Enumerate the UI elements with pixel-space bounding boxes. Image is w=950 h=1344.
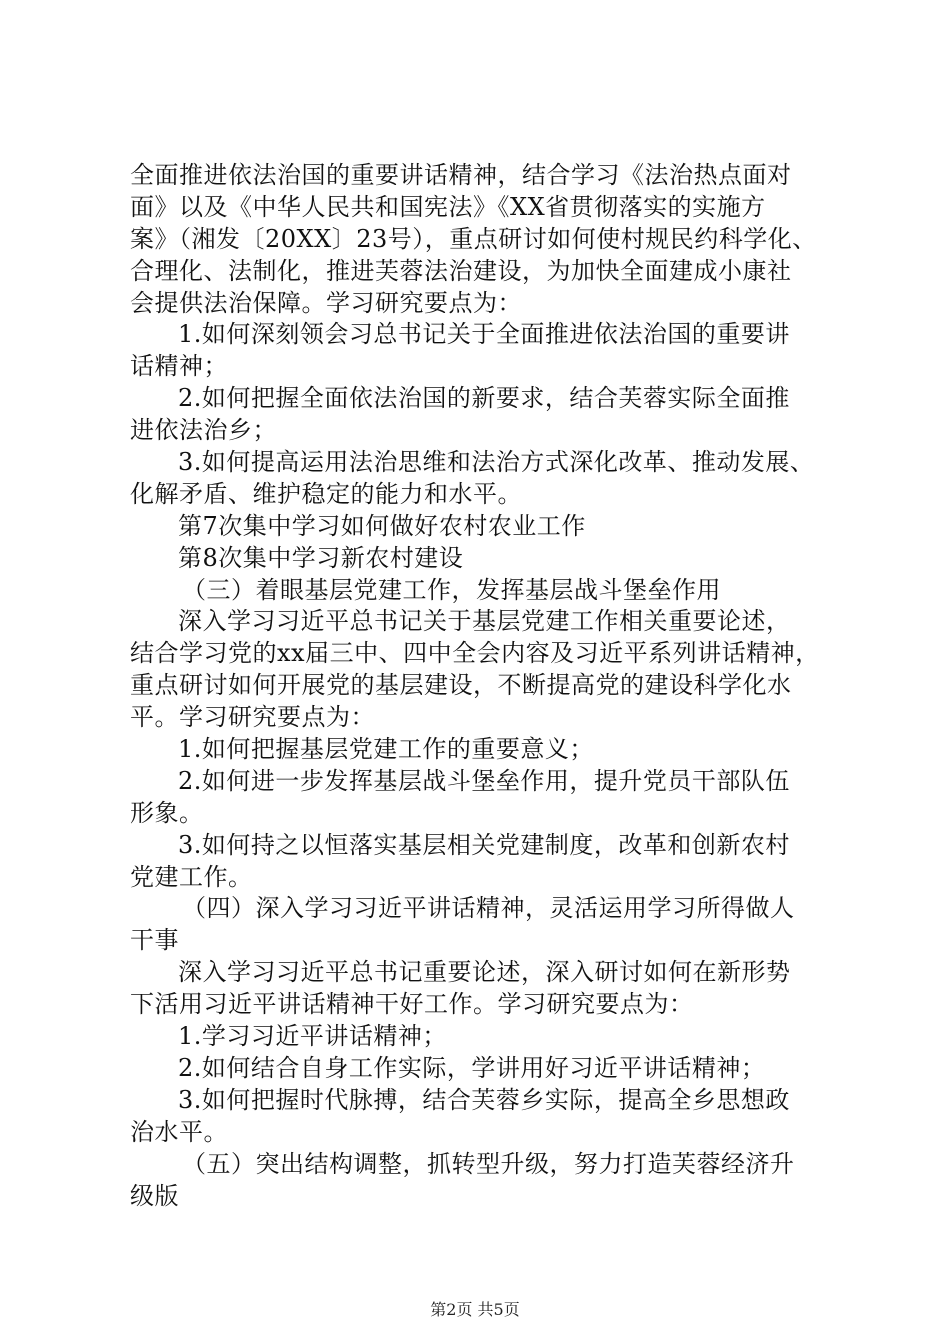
list-item-line: 1.如何把握基层党建工作的重要意义； bbox=[178, 735, 594, 764]
session-line: 第8次集中学习新农村建设 bbox=[178, 543, 464, 572]
section-heading: 级版 bbox=[130, 1181, 179, 1210]
section-heading: （五）突出结构调整，抓转型升级，努力打造芙蓉经济升 bbox=[182, 1149, 795, 1178]
list-item-line: 2.如何进一步发挥基层战斗堡垒作用，提升党员干部队伍 bbox=[178, 766, 790, 795]
list-item-line: 化解矛盾、维护稳定的能力和水平。 bbox=[130, 479, 522, 508]
session-line: 第7次集中学习如何做好农村农业工作 bbox=[178, 511, 586, 540]
list-item-line: 进依法治乡； bbox=[130, 416, 277, 445]
list-item-line: 2.如何把握全面依法治国的新要求，结合芙蓉实际全面推 bbox=[178, 384, 790, 413]
paragraph-line: 会提供法治保障。学习研究要点为： bbox=[130, 288, 522, 317]
list-item-line: 党建工作。 bbox=[130, 862, 253, 891]
paragraph-line: 面》以及《中华人民共和国宪法》《XX省贯彻落实的实施方 bbox=[130, 192, 766, 221]
paragraph-line: 深入学习习近平总书记关于基层党建工作相关重要论述， bbox=[178, 607, 791, 636]
list-item-line: 2.如何结合自身工作实际，学讲用好习近平讲话精神； bbox=[178, 1053, 766, 1082]
section-heading: （三）着眼基层党建工作，发挥基层战斗堡垒作用 bbox=[182, 575, 721, 604]
section-heading: 干事 bbox=[130, 926, 179, 955]
paragraph-line: 合理化、法制化，推进芙蓉法治建设，为加快全面建成小康社 bbox=[130, 256, 792, 285]
paragraph-line: 下活用习近平讲话精神干好工作。学习研究要点为： bbox=[130, 990, 694, 1019]
paragraph-line: 全面推进依法治国的重要讲话精神，结合学习《法治热点面对 bbox=[130, 161, 792, 189]
list-item-line: 1.学习习近平讲话精神； bbox=[178, 1022, 447, 1051]
list-item-line: 3.如何持之以恒落实基层相关党建制度，改革和创新农村 bbox=[178, 830, 790, 859]
paragraph-line: 案》（湘发〔20XX〕23号），重点研讨如何使村规民约科学化、 bbox=[130, 224, 817, 253]
list-item-line: 3.如何提高运用法治思维和法治方式深化改革、推动发展、 bbox=[178, 448, 815, 477]
paragraph-line: 重点研讨如何开展党的基层建设，不断提高党的建设科学化水 bbox=[130, 671, 792, 700]
paragraph-line: 平。学习研究要点为： bbox=[130, 703, 375, 732]
paragraph-line: 深入学习习近平总书记重要论述，深入研讨如何在新形势 bbox=[178, 958, 791, 987]
list-item-line: 治水平。 bbox=[130, 1117, 228, 1146]
list-item-line: 话精神； bbox=[130, 352, 228, 381]
section-heading: （四）深入学习习近平讲话精神，灵活运用学习所得做人 bbox=[182, 894, 795, 923]
list-item-line: 形象。 bbox=[130, 798, 204, 827]
page-number-footer: 第2页 共5页 bbox=[430, 1300, 520, 1319]
document-body bbox=[130, 160, 830, 1212]
list-item-line: 1.如何深刻领会习总书记关于全面推进依法治国的重要讲 bbox=[178, 320, 790, 349]
list-item-line: 3.如何把握时代脉搏，结合芙蓉乡实际，提高全乡思想政 bbox=[178, 1085, 790, 1114]
paragraph-line: 结合学习党的xx届三中、四中全会内容及习近平系列讲话精神， bbox=[130, 639, 820, 668]
